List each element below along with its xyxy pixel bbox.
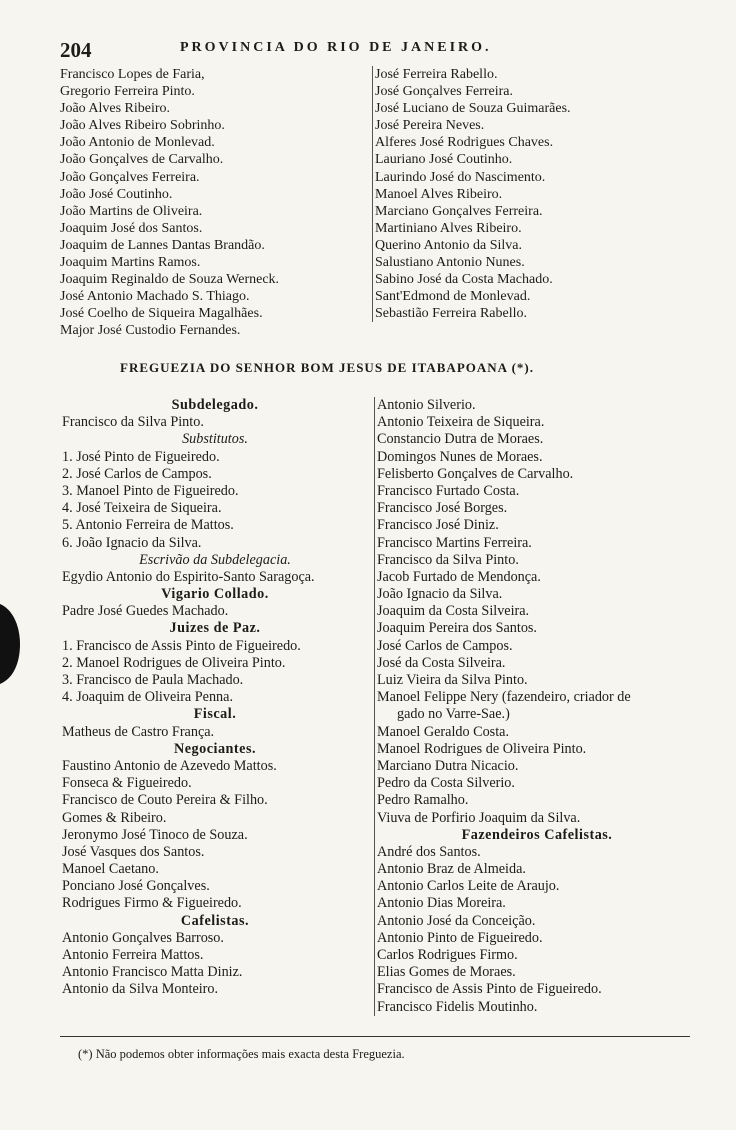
negociantes-heading: Negociantes.: [173, 740, 257, 757]
list-item: Joaquim José dos Santos.: [60, 220, 203, 236]
list-item: Salustiano Antonio Nunes.: [375, 255, 525, 271]
list-item: Carlos Rodrigues Firmo.: [377, 947, 518, 964]
list-item: Francisco Martins Ferreira.: [377, 534, 532, 551]
list-item: José Luciano de Souza Guimarães.: [375, 101, 571, 117]
list-item: Manoel Geraldo Costa.: [377, 723, 509, 740]
list-item: José Ferreira Rabello.: [375, 67, 498, 82]
list-item: 3. Francisco de Paula Machado.: [62, 672, 244, 688]
entry-continuation: gado no Varre-Sae.): [397, 706, 510, 723]
list-item: 5. Antonio Ferreira de Mattos.: [62, 517, 234, 534]
list-item: Manoel Alves Ribeiro.: [375, 186, 503, 202]
cafelistas-heading: Cafelistas.: [180, 912, 250, 929]
list-item: Ponciano José Gonçalves.: [62, 878, 210, 895]
list-item: Domingos Nunes de Moraes.: [377, 448, 543, 465]
list-item: Constancio Dutra de Moraes.: [377, 431, 544, 448]
manoel-felippe-entry: [377, 689, 697, 723]
fazendeiros-heading: Fazendeiros Cafelistas.: [461, 826, 613, 843]
list-item: Manoel Caetano.: [62, 861, 159, 878]
list-item: Antonio da Silva Monteiro.: [62, 981, 219, 998]
list-item: Francisco de Couto Pereira & Filho.: [62, 792, 268, 809]
list-item: Querino Antonio da Silva.: [375, 237, 522, 253]
list-item: José Antonio Machado S. Thiago.: [60, 289, 250, 305]
list-item: Fonseca & Figueiredo.: [62, 775, 192, 792]
list-item: Antonio Teixeira de Siqueira.: [377, 414, 545, 431]
list-item: Jacob Furtado de Mendonça.: [377, 568, 541, 585]
list-item: 1. Francisco de Assis Pinto de Figueiredo.: [62, 637, 301, 654]
substitutos-heading: Substitutos.: [182, 431, 248, 448]
list-item: José Pereira Neves.: [375, 118, 485, 134]
list-item: Major José Custodio Fernandes.: [60, 323, 241, 339]
top-names-left: [60, 66, 364, 340]
list-item: Antonio Pinto de Figueiredo.: [377, 929, 543, 946]
subdelegado-heading: Subdelegado.: [171, 397, 259, 413]
list-item: André dos Santos.: [377, 843, 481, 860]
entry-line: Manoel Felippe Nery (fazendeiro, criador de: [377, 689, 631, 706]
list-item: Sebastião Ferreira Rabello.: [375, 306, 528, 322]
list-item: 2. Manoel Rodrigues de Oliveira Pinto.: [62, 654, 286, 671]
list-item: Martiniano Alves Ribeiro.: [375, 220, 522, 236]
juizes-heading: Juizes de Paz.: [169, 620, 261, 637]
list-item: 2. José Carlos de Campos.: [62, 465, 212, 482]
list-item: José Carlos de Campos.: [377, 637, 513, 654]
list-item: Joaquim da Costa Silveira.: [377, 603, 530, 620]
list-item: João Ignacio da Silva.: [377, 586, 503, 603]
list-item: João José Coutinho.: [60, 186, 173, 202]
footnote: (*) Não podemos obter informações mais exacta desta Freguezia.: [78, 1047, 405, 1061]
fiscal-name: Matheus de Castro França.: [62, 723, 215, 740]
list-item: Antonio Ferreira Mattos.: [62, 947, 204, 963]
officials-column: [62, 397, 368, 999]
list-item: João Gonçalves Ferreira.: [60, 169, 200, 185]
list-item: Lauriano José Coutinho.: [375, 152, 513, 168]
page-number: 204: [60, 38, 92, 62]
subdelegado-name: Francisco da Silva Pinto.: [62, 414, 204, 431]
fiscal-heading: Fiscal.: [193, 706, 237, 723]
list-item: José Coelho de Siqueira Magalhães.: [60, 306, 263, 322]
list-item: 4. Joaquim de Oliveira Penna.: [62, 689, 233, 706]
list-item: 4. José Teixeira de Siqueira.: [62, 500, 222, 517]
list-item: Faustino Antonio de Azevedo Mattos.: [62, 757, 277, 774]
list-item: Francisco Furtado Costa.: [377, 482, 520, 499]
list-item: Sant'Edmond de Monlevad.: [375, 289, 531, 305]
vigario-name: Padre José Guedes Machado.: [62, 603, 229, 620]
list-item: Elias Gomes de Moraes.: [377, 964, 516, 981]
list-item: Francisco Lopes de Faria,: [60, 67, 205, 82]
list-item: Francisco da Silva Pinto.: [377, 551, 519, 568]
list-item: Antonio Gonçalves Barroso.: [62, 929, 224, 946]
list-item: Antonio Francisco Matta Diniz.: [62, 964, 243, 981]
list-item: Joaquim Reginaldo de Souza Werneck.: [60, 272, 280, 288]
list-item: Francisco José Diniz.: [377, 517, 499, 534]
list-item: 3. Manoel Pinto de Figueiredo.: [62, 482, 239, 499]
running-title: PROVINCIA DO RIO DE JANEIRO.: [180, 40, 492, 55]
footnote-rule: [60, 1036, 690, 1037]
list-item: Antonio Carlos Leite de Araujo.: [377, 878, 560, 895]
list-item: Viuva de Porfirio Joaquim da Silva.: [377, 809, 581, 826]
list-item: João Gonçalves de Carvalho.: [60, 152, 224, 168]
top-names-right: [372, 66, 671, 322]
list-item: José Vasques dos Santos.: [62, 843, 205, 860]
list-item: Gregorio Ferreira Pinto.: [60, 84, 195, 100]
list-item: Manoel Rodrigues de Oliveira Pinto.: [377, 740, 587, 757]
list-item: Antonio Silverio.: [377, 397, 476, 413]
list-item: Alferes José Rodrigues Chaves.: [375, 135, 554, 151]
list-item: Joaquim de Lannes Dantas Brandão.: [60, 237, 265, 253]
list-item: Francisco de Assis Pinto de Figueiredo.: [377, 981, 602, 998]
escrivao-heading: Escrivão da Subdelegacia.: [139, 551, 291, 568]
list-item: Antonio Braz de Almeida.: [377, 861, 526, 878]
list-item: Gomes & Ribeiro.: [62, 809, 167, 826]
list-item: Pedro Ramalho.: [377, 792, 469, 809]
list-item: Marciano Gonçalves Ferreira.: [375, 203, 543, 219]
section-title: FREGUEZIA DO SENHOR BOM JESUS DE ITABAPOANA (*).: [120, 360, 534, 375]
list-item: Antonio Dias Moreira.: [377, 895, 506, 912]
list-item: Luiz Vieira da Silva Pinto.: [377, 672, 528, 688]
list-item: Marciano Dutra Nicacio.: [377, 757, 519, 774]
list-item: Francisco Fidelis Moutinho.: [377, 998, 538, 1015]
list-item: Jeronymo José Tinoco de Souza.: [62, 826, 248, 843]
list-item: Joaquim Martins Ramos.: [60, 255, 201, 271]
cafelistas-column: [374, 397, 697, 1016]
list-item: José Gonçalves Ferreira.: [375, 84, 514, 100]
list-item: 1. José Pinto de Figueiredo.: [62, 448, 220, 465]
list-item: Felisberto Gonçalves de Carvalho.: [377, 465, 574, 482]
list-item: Sabino José da Costa Machado.: [375, 272, 553, 288]
list-item: João Antonio de Monlevad.: [60, 135, 215, 151]
list-item: João Alves Ribeiro.: [60, 101, 171, 117]
ink-blot: [0, 600, 24, 688]
list-item: Rodrigues Firmo & Figueiredo.: [62, 895, 242, 912]
list-item: Joaquim Pereira dos Santos.: [377, 620, 537, 637]
list-item: 6. João Ignacio da Silva.: [62, 534, 202, 551]
list-item: José da Costa Silveira.: [377, 654, 506, 671]
list-item: Antonio José da Conceição.: [377, 912, 536, 929]
list-item: João Alves Ribeiro Sobrinho.: [60, 118, 225, 134]
list-item: Pedro da Costa Silverio.: [377, 775, 515, 792]
list-item: João Martins de Oliveira.: [60, 203, 203, 219]
list-item: Francisco José Borges.: [377, 500, 508, 517]
list-item: Laurindo José do Nascimento.: [375, 169, 546, 185]
vigario-heading: Vigario Collado.: [161, 586, 269, 603]
escrivao-name: Egydio Antonio do Espirito-Santo Saragoça.: [62, 568, 315, 585]
